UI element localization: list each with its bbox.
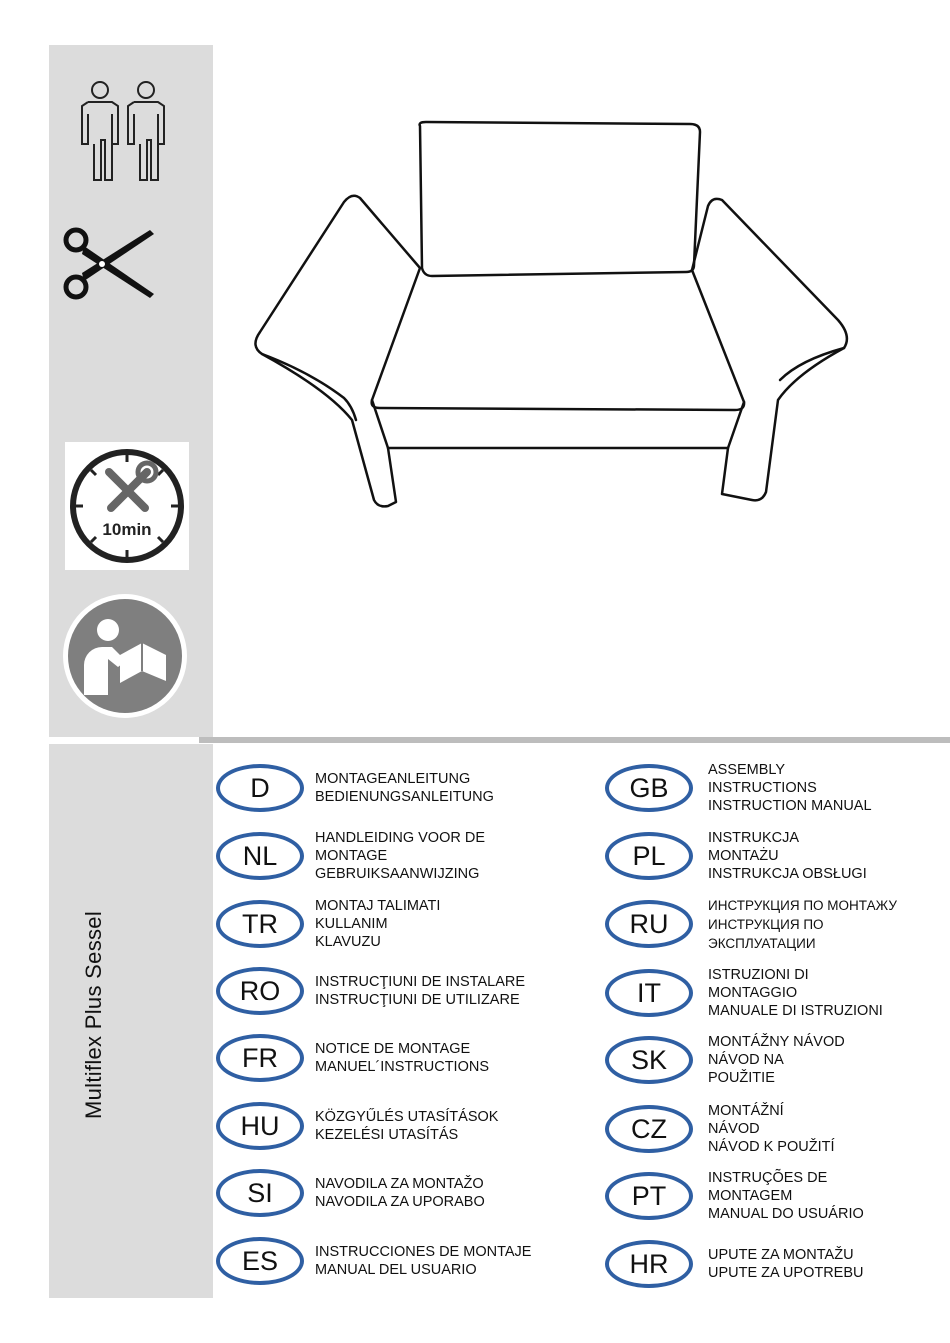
read-manual-icon xyxy=(62,593,188,719)
language-description-line: NAVODILA ZA MONTAŽO xyxy=(315,1176,484,1192)
language-description-line: INSTRUCŢIUNI DE UTILIZARE xyxy=(315,992,520,1008)
language-description-line: HANDLEIDING VOOR DE xyxy=(315,830,485,846)
language-description xyxy=(708,966,883,1020)
language-description-line: MANUAL DEL USUARIO xyxy=(315,1262,477,1278)
language-code-badge: ES xyxy=(216,1237,304,1285)
language-description-line: MONTAŻU xyxy=(708,848,779,864)
language-description xyxy=(315,1175,485,1211)
language-description-line: MONTAGEANLEITUNG xyxy=(315,771,471,787)
language-code-badge: IT xyxy=(605,969,693,1017)
language-description-line: ИНСТРУКЦИЯ ПО МОНТАЖУ xyxy=(708,897,897,913)
clock-icon xyxy=(65,442,189,570)
language-description-line: MANUAL DO USUÁRIO xyxy=(708,1206,864,1222)
language-description-line: GEBRUIKSAANWIJZING xyxy=(315,866,480,882)
language-code-badge: PL xyxy=(605,832,693,880)
language-description-line: NÁVOD NA xyxy=(708,1052,784,1068)
language-description-line: MANUEL´INSTRUCTIONS xyxy=(315,1059,490,1075)
language-description xyxy=(315,897,440,951)
language-description xyxy=(708,1246,864,1282)
language-description xyxy=(315,829,485,883)
language-description-line: INSTRUKCJA xyxy=(708,830,800,846)
assembly-time-icon xyxy=(65,442,189,570)
language-description-line: INSTRUÇÕES DE xyxy=(708,1170,828,1186)
language-code-badge: RU xyxy=(605,900,693,948)
language-description xyxy=(315,1040,489,1076)
language-description-line: MONTAGEM xyxy=(708,1188,793,1204)
language-description xyxy=(315,1108,498,1144)
language-description-line: KLAVUZU xyxy=(315,934,381,950)
language-description-line: MONTAGE xyxy=(315,848,388,864)
language-code-badge: RO xyxy=(216,967,304,1015)
language-description-line: ИНСТРУКЦИЯ ПО xyxy=(708,916,824,932)
language-description-line: NOTICE DE MONTAGE xyxy=(315,1041,471,1057)
language-description-line: NÁVOD K POUŽITÍ xyxy=(708,1139,835,1155)
sidebar-bottom-panel xyxy=(49,744,213,1298)
language-code-badge: SK xyxy=(605,1036,693,1084)
language-description xyxy=(315,973,525,1009)
language-description-line: INSTRUCCIONES DE MONTAJE xyxy=(315,1244,532,1260)
product-title-text: Multiflex Plus Sessel xyxy=(81,910,106,1120)
language-description-line: MONTAGGIO xyxy=(708,985,798,1001)
language-description-line: KÖZGYŰLÉS UTASÍTÁSOK xyxy=(315,1109,499,1125)
assembly-time-label: 10min xyxy=(102,520,152,539)
language-description xyxy=(315,1243,531,1279)
language-code-badge: HR xyxy=(605,1240,693,1288)
armchair-drawing xyxy=(240,110,860,520)
language-code-badge: GB xyxy=(605,764,693,812)
language-description-line: NAVODILA ZA UPORABO xyxy=(315,1194,485,1210)
language-description xyxy=(708,1102,835,1156)
language-description xyxy=(708,896,897,953)
language-description-line: KEZELÉSI UTASÍTÁS xyxy=(315,1127,459,1143)
language-description-line: MONTÁŽNY NÁVOD xyxy=(708,1034,845,1050)
language-description-line: ASSEMBLY xyxy=(708,762,786,778)
language-description xyxy=(708,1033,845,1087)
language-code-badge: TR xyxy=(216,900,304,948)
language-description-line: ЭКСПЛУАТАЦИИ xyxy=(708,935,816,951)
language-code-badge: PT xyxy=(605,1172,693,1220)
language-description xyxy=(315,770,494,806)
language-description-line: INSTRUCTION MANUAL xyxy=(708,798,872,814)
language-description xyxy=(708,761,872,815)
language-code-badge: HU xyxy=(216,1102,304,1150)
language-code-badge: D xyxy=(216,764,304,812)
section-divider xyxy=(199,737,950,743)
language-description-line: UPUTE ZA UPOTREBU xyxy=(708,1265,864,1281)
language-description-line: POUŽITIE xyxy=(708,1070,775,1086)
language-description-line: MONTAJ TALIMATI xyxy=(315,898,441,914)
language-description-line: ISTRUZIONI DI xyxy=(708,967,809,983)
language-code-badge: NL xyxy=(216,832,304,880)
language-description xyxy=(708,1169,864,1223)
scissors-icon xyxy=(62,226,158,302)
language-description-line: BEDIENUNGSANLEITUNG xyxy=(315,789,494,805)
language-code-badge: CZ xyxy=(605,1105,693,1153)
language-description-line: MONTÁŽNÍ xyxy=(708,1103,784,1119)
language-description-line: KULLANIM xyxy=(315,916,388,932)
language-description-line: INSTRUCTIONS xyxy=(708,780,817,796)
language-code-badge: FR xyxy=(216,1034,304,1082)
language-code-badge: SI xyxy=(216,1169,304,1217)
language-description-line: INSTRUKCJA OBSŁUGI xyxy=(708,866,867,882)
two-persons-icon xyxy=(78,80,170,182)
language-description-line: NÁVOD xyxy=(708,1121,760,1137)
language-description xyxy=(708,829,867,883)
language-description-line: UPUTE ZA MONTAŽU xyxy=(708,1247,854,1263)
language-description-line: INSTRUCŢIUNI DE INSTALARE xyxy=(315,974,526,990)
language-description-line: MANUALE DI ISTRUZIONI xyxy=(708,1003,883,1019)
